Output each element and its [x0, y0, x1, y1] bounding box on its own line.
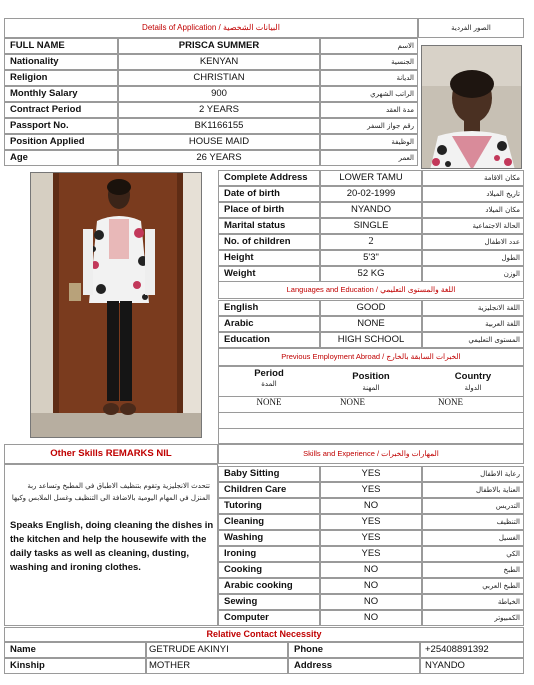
field-value: 900	[118, 86, 320, 102]
contact-name-label: Name	[4, 642, 146, 658]
field-value: 2 YEARS	[118, 102, 320, 118]
field-label: Contract Period	[4, 102, 118, 118]
field-label: Nationality	[4, 54, 118, 70]
photo-header-label: الصور الفردية	[418, 18, 524, 38]
application-header: Details of Application / البيانات الشخصية	[4, 18, 418, 38]
skill-label-ar: الكمبيوتر	[422, 610, 524, 626]
language-value: HIGH SCHOOL	[320, 332, 422, 348]
contact-address-value: NYANDO	[420, 658, 524, 674]
language-value: GOOD	[320, 300, 422, 316]
contact-phone-label: Phone	[288, 642, 420, 658]
detail-label: Complete Address	[218, 170, 320, 186]
field-value: HOUSE MAID	[118, 134, 320, 150]
language-label: Education	[218, 332, 320, 348]
field-label-ar: العمر	[320, 150, 418, 166]
country-column-header-ar: الدولة	[464, 384, 482, 392]
language-value: NONE	[320, 316, 422, 332]
skill-label: Ironing	[218, 546, 320, 562]
skill-value: YES	[320, 466, 422, 482]
employment-country: NONE	[438, 397, 463, 407]
detail-label: Height	[218, 250, 320, 266]
detail-label: Weight	[218, 266, 320, 282]
skill-value: NO	[320, 610, 422, 626]
language-label: English	[218, 300, 320, 316]
skill-value: YES	[320, 546, 422, 562]
employment-header: Previous Employment Abroad / الخبرات السابقة بالخارج	[218, 348, 524, 366]
skills-header: Skills and Experience / المهارات والخبرات	[218, 444, 524, 464]
language-label-ar: المستوى التعليمي	[422, 332, 524, 348]
contact-name-value: GETRUDE AKINYI	[146, 642, 288, 658]
field-value: KENYAN	[118, 54, 320, 70]
period-column-header-ar: المدة	[261, 380, 277, 388]
skill-label-ar: التدريس	[422, 498, 524, 514]
language-label-ar: اللغة العربية	[422, 316, 524, 332]
detail-label-ar: مكان الاقامة	[422, 170, 524, 186]
field-value: BK1166155	[118, 118, 320, 134]
skill-label: Baby Sitting	[218, 466, 320, 482]
field-label-ar: الاسم	[320, 38, 418, 54]
detail-label-ar: الطول	[422, 250, 524, 266]
field-label: Age	[4, 150, 118, 166]
skill-value: NO	[320, 594, 422, 610]
detail-label-ar: تاريخ الميلاد	[422, 186, 524, 202]
full-body-photo	[30, 172, 202, 438]
detail-value: SINGLE	[320, 218, 422, 234]
skill-value: NO	[320, 498, 422, 514]
contact-kinship-label: Kinship	[4, 658, 146, 674]
field-label-ar: الديانة	[320, 70, 418, 86]
field-label: Monthly Salary	[4, 86, 118, 102]
headshot-photo	[421, 45, 522, 169]
field-label-ar: الجنسية	[320, 54, 418, 70]
skill-value: YES	[320, 514, 422, 530]
skill-label-ar: الطبخ العربي	[422, 578, 524, 594]
skill-label: Arabic cooking	[218, 578, 320, 594]
detail-value: LOWER TAMU	[320, 170, 422, 186]
contact-header: Relative Contact Necessity	[4, 627, 524, 642]
field-label: Religion	[4, 70, 118, 86]
field-label: FULL NAME	[4, 38, 118, 54]
field-label-ar: مدة العقد	[320, 102, 418, 118]
employment-divider-2	[218, 412, 524, 413]
employment-period: NONE	[256, 397, 282, 407]
skill-label-ar: التنظيف	[422, 514, 524, 530]
skill-label-ar: رعاية الاطفال	[422, 466, 524, 482]
skill-label: Tutoring	[218, 498, 320, 514]
detail-value: 52 KG	[320, 266, 422, 282]
detail-label: No. of children	[218, 234, 320, 250]
other-skills-header: Other Skills REMARKS NIL	[4, 444, 218, 464]
skill-value: NO	[320, 562, 422, 578]
detail-label-ar: عدد الاطفال	[422, 234, 524, 250]
languages-header: Languages and Education / اللغة والمستوى التعليمي	[218, 281, 524, 299]
skill-label: Children Care	[218, 482, 320, 498]
detail-label-ar: الوزن	[422, 266, 524, 282]
detail-label: Marital status	[218, 218, 320, 234]
skill-value: YES	[320, 530, 422, 546]
skill-value: NO	[320, 578, 422, 594]
detail-value: 2	[320, 234, 422, 250]
field-label-ar: الراتب الشهري	[320, 86, 418, 102]
skill-value: YES	[320, 482, 422, 498]
skill-label: Cooking	[218, 562, 320, 578]
employment-divider-3	[218, 428, 524, 429]
language-label-ar: اللغة الانجليزية	[422, 300, 524, 316]
contact-kinship-value: MOTHER	[146, 658, 288, 674]
field-label: Position Applied	[4, 134, 118, 150]
skill-label: Cleaning	[218, 514, 320, 530]
detail-value: 5'3"	[320, 250, 422, 266]
field-label-ar: رقم جواز السفر	[320, 118, 418, 134]
skill-label: Washing	[218, 530, 320, 546]
detail-value: 20-02-1999	[320, 186, 422, 202]
skill-label-ar: العناية بالاطفال	[422, 482, 524, 498]
other-skills-description: Speaks English, doing cleaning the dishes in the kitchen and help the housewife with the daily tasks as well as cleaning, dusting, washing and ironing clothes.	[10, 520, 214, 573]
skill-label: Computer	[218, 610, 320, 626]
other-skills-arabic: تتحدث الانجليزية وتقوم بتنظيف الاطباق في المطبخ وتساعد ربة المنزل في المهام اليومية بالاضافة الى التنظيف وغسل الملابس وكيها	[11, 482, 210, 502]
country-column-header: Country	[454, 371, 492, 382]
field-value: 26 YEARS	[118, 150, 320, 166]
field-value: PRISCA SUMMER	[118, 38, 320, 54]
field-label: Passport No.	[4, 118, 118, 134]
contact-address-label: Address	[288, 658, 420, 674]
detail-label: Place of birth	[218, 202, 320, 218]
field-label-ar: الوظيفة	[320, 134, 418, 150]
period-column-header: Period	[254, 368, 284, 379]
detail-label-ar: الحالة الاجتماعية	[422, 218, 524, 234]
position-column-header: Position	[352, 371, 390, 382]
field-value: CHRISTIAN	[118, 70, 320, 86]
employment-position: NONE	[340, 397, 365, 407]
position-column-header-ar: المهنة	[362, 384, 380, 392]
skill-label-ar: الطبخ	[422, 562, 524, 578]
skill-label-ar: الغسيل	[422, 530, 524, 546]
contact-phone-value: +25408891392	[420, 642, 524, 658]
skill-label-ar: الخياطة	[422, 594, 524, 610]
language-label: Arabic	[218, 316, 320, 332]
detail-label: Date of birth	[218, 186, 320, 202]
detail-label-ar: مكان الميلاد	[422, 202, 524, 218]
detail-value: NYANDO	[320, 202, 422, 218]
skill-label: Sewing	[218, 594, 320, 610]
skill-label-ar: الكي	[422, 546, 524, 562]
